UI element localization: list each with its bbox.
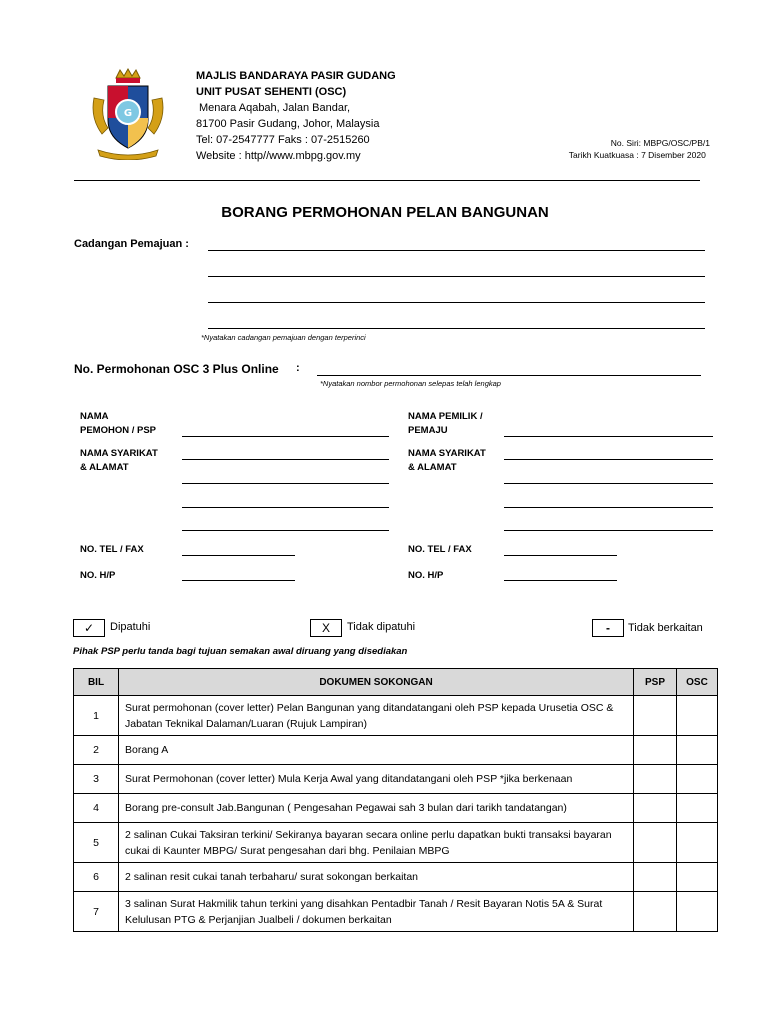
- instruction-text: Pihak PSP perlu tanda bagi tujuan semakan awal diruang yang disediakan: [73, 646, 408, 657]
- hp-right-field[interactable]: [504, 580, 617, 581]
- table-row: [74, 794, 718, 823]
- org-name: MAJLIS BANDARAYA PASIR GUDANG: [196, 70, 396, 82]
- osc-checkbox[interactable]: [677, 892, 718, 932]
- hp-left-field[interactable]: [182, 580, 295, 581]
- serial-number: No. Siri: MBPG/OSC/PB/1: [610, 138, 710, 148]
- nama-pemilik-label-line1: NAMA PEMILIK /: [408, 411, 483, 422]
- row-bil: 6: [74, 863, 119, 892]
- osc-checkbox[interactable]: [677, 765, 718, 794]
- table-row: [74, 823, 718, 863]
- nama-pemohon-label-line2: PEMOHON / PSP: [80, 425, 157, 436]
- hp-right-label: NO. H/P: [408, 570, 444, 581]
- osc-number-line[interactable]: [317, 375, 701, 376]
- cadangan-line-2[interactable]: [208, 276, 705, 277]
- address-line-2: 81700 Pasir Gudang, Johor, Malaysia: [196, 118, 380, 130]
- organization-header: [196, 68, 396, 164]
- alamat-right-line-2[interactable]: [504, 483, 713, 484]
- alamat-left-line-1[interactable]: [182, 459, 389, 460]
- phone-fax: Tel: 07-2547777 Faks : 07-2515260: [196, 134, 370, 146]
- header-dokumen: DOKUMEN SOKONGAN: [119, 669, 634, 696]
- serial-info: [569, 137, 710, 161]
- website: Website : http//www.mbpg.gov.my: [196, 150, 361, 162]
- alamat-left-line-2[interactable]: [182, 483, 389, 484]
- hp-left-label: NO. H/P: [80, 570, 116, 581]
- header-bil: BIL: [74, 669, 119, 696]
- table-row: [74, 892, 718, 932]
- supporting-documents-table: [73, 668, 718, 932]
- osc-checkbox[interactable]: [677, 863, 718, 892]
- legend-tidak-dipatuhi: Tidak dipatuhi: [347, 621, 416, 633]
- table-header-row: [74, 669, 718, 696]
- alamat-right-line-4[interactable]: [504, 530, 713, 531]
- osc-checkbox[interactable]: [677, 794, 718, 823]
- alamat-right-line-3[interactable]: [504, 507, 713, 508]
- row-document: 2 salinan resit cukai tanah terbaharu/ surat sokongan berkaitan: [119, 863, 634, 892]
- psp-checkbox[interactable]: [634, 863, 677, 892]
- svg-text:G: G: [123, 108, 133, 119]
- nama-pemohon-field[interactable]: [182, 436, 389, 437]
- psp-checkbox[interactable]: [634, 823, 677, 863]
- psp-checkbox[interactable]: [634, 696, 677, 736]
- row-document: Borang A: [119, 736, 634, 765]
- effective-date: Tarikh Kuatkuasa : 7 Disember 2020: [568, 150, 706, 160]
- table-row: [74, 765, 718, 794]
- dash-mark-icon: -: [592, 619, 624, 637]
- cadangan-line-3[interactable]: [208, 302, 705, 303]
- osc-number-label: No. Permohonan OSC 3 Plus Online: [74, 362, 279, 376]
- header-psp: PSP: [634, 669, 677, 696]
- nama-syarikat-left-line2: & ALAMAT: [80, 462, 129, 473]
- tel-fax-right-field[interactable]: [504, 555, 617, 556]
- address-line-1: Menara Aqabah, Jalan Bandar,: [199, 102, 351, 114]
- nama-pemilik-label: [408, 410, 483, 438]
- row-bil: 2: [74, 736, 119, 765]
- nama-syarikat-right-label: [408, 447, 486, 475]
- row-document: Surat Permohonan (cover letter) Mula Kerja Awal yang ditandatangani oleh PSP *jika berkenaan: [119, 765, 634, 794]
- nama-pemohon-label: [80, 410, 156, 438]
- osc-number-note: *Nyatakan nombor permohonan selepas telah lengkap: [320, 379, 501, 388]
- cadangan-line-4[interactable]: [208, 328, 705, 329]
- row-document: 3 salinan Surat Hakmilik tahun terkini yang disahkan Pentadbir Tanah / Resit Bayaran Notis 5A & Surat Kelulusan PTG & Perjanjian Jualbeli / dokumen berkaitan: [119, 892, 634, 932]
- nama-syarikat-right-line1: NAMA SYARIKAT: [408, 448, 486, 459]
- cadangan-label: Cadangan Pemajuan :: [74, 238, 189, 250]
- row-bil: 5: [74, 823, 119, 863]
- table-row: [74, 696, 718, 736]
- header-osc: OSC: [677, 669, 718, 696]
- psp-checkbox[interactable]: [634, 892, 677, 932]
- cadangan-line-1[interactable]: [208, 250, 705, 251]
- check-mark-icon: ✓: [73, 619, 105, 637]
- header-divider: [74, 180, 700, 181]
- legend-dipatuhi: Dipatuhi: [110, 621, 151, 633]
- nama-pemilik-label-line2: PEMAJU: [408, 425, 448, 436]
- alamat-left-line-4[interactable]: [182, 530, 389, 531]
- tel-fax-left-label: NO. TEL / FAX: [80, 544, 144, 555]
- council-crest-logo: [88, 68, 168, 160]
- row-document: 2 salinan Cukai Taksiran terkini/ Sekiranya bayaran secara online perlu dapatkan bukti transaksi bayaran cukai di Kaunter MBPG/ Surat pengesahan dari bhg. Penilaian MBPG: [119, 823, 634, 863]
- row-bil: 1: [74, 696, 119, 736]
- tel-fax-left-field[interactable]: [182, 555, 295, 556]
- row-bil: 4: [74, 794, 119, 823]
- osc-colon: :: [296, 362, 300, 374]
- nama-syarikat-right-line2: & ALAMAT: [408, 462, 457, 473]
- nama-pemilik-field[interactable]: [504, 436, 713, 437]
- tel-fax-right-label: NO. TEL / FAX: [408, 544, 472, 555]
- alamat-right-line-1[interactable]: [504, 459, 713, 460]
- row-bil: 3: [74, 765, 119, 794]
- osc-checkbox[interactable]: [677, 736, 718, 765]
- psp-checkbox[interactable]: [634, 736, 677, 765]
- row-document: Borang pre-consult Jab.Bangunan ( Pengesahan Pegawai sah 3 bulan dari tarikh tandatangan): [119, 794, 634, 823]
- form-title: BORANG PERMOHONAN PELAN BANGUNAN: [221, 204, 549, 221]
- table-row: [74, 736, 718, 765]
- row-bil: 7: [74, 892, 119, 932]
- table-row: [74, 863, 718, 892]
- org-unit: UNIT PUSAT SEHENTI (OSC): [196, 86, 347, 98]
- psp-checkbox[interactable]: [634, 794, 677, 823]
- osc-checkbox[interactable]: [677, 823, 718, 863]
- nama-syarikat-left-line1: NAMA SYARIKAT: [80, 448, 158, 459]
- alamat-left-line-3[interactable]: [182, 507, 389, 508]
- psp-checkbox[interactable]: [634, 765, 677, 794]
- osc-checkbox[interactable]: [677, 696, 718, 736]
- cadangan-note: *Nyatakan cadangan pemajuan dengan terperinci: [201, 333, 366, 342]
- x-mark-icon: X: [310, 619, 342, 637]
- row-document: Surat permohonan (cover letter) Pelan Bangunan yang ditandatangani oleh PSP kepada Urusetia OSC & Jabatan Teknikal Dalaman/Luaran (Rujuk Lampiran): [119, 696, 634, 736]
- nama-syarikat-left-label: [80, 447, 158, 475]
- nama-pemohon-label-line1: NAMA: [80, 411, 109, 422]
- legend-tidak-berkaitan: Tidak berkaitan: [628, 622, 703, 634]
